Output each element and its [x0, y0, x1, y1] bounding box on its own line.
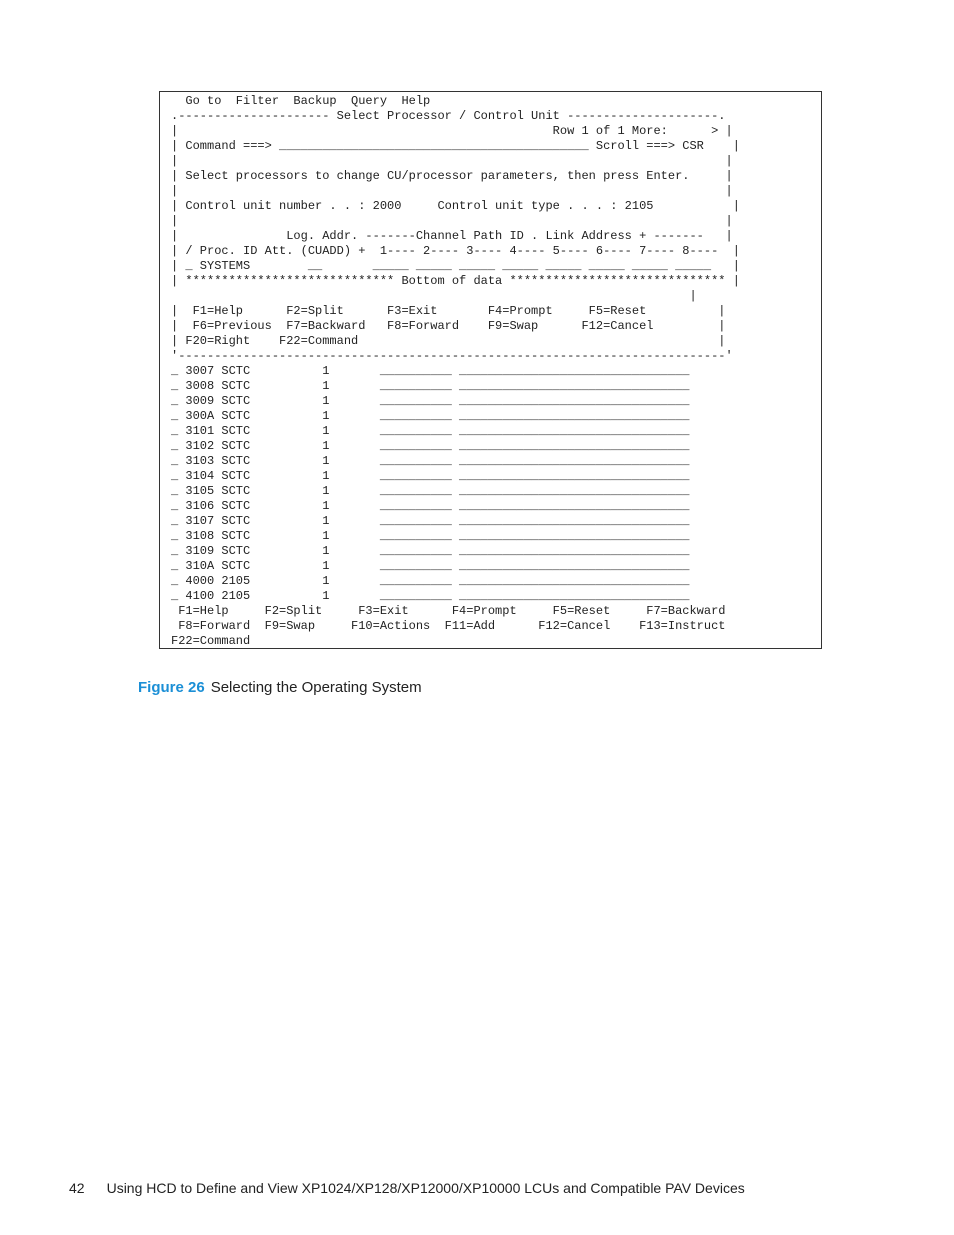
terminal-screenshot-figure — [159, 91, 822, 649]
terminal-text: Go to Filter Backup Query Help .--------------------- Select Processor / Control Unit ---------------------. | Row 1 of 1 More: > | | Command ===> ___________________________________________ Scroll ===> CSR | | | | Select processors to change CU/processor parameters, then press Enter. | | | | Control unit number . . : 2000 Control unit type . . . : 2105 | | | | Log. Addr. -------Channel Path ID . Link Address + ------- | | / Proc. ID Att. (CUADD) + 1---- 2---- 3---- 4---- 5---- 6---- 7---- 8---- | | _ SYSTEMS __ _____ _____ _____ _____ _____ _____ _____ _____ | | ***************************** Bottom of data ****************************** | | | F1=Help F2=Split F3=Exit F4=Prompt F5=Reset | | F6=Previous F7=Backward F8=Forward F9=Swap F12=Cancel | | F20=Right F22=Command | '----------------------------------------------------------------------------' _ 3007 SCTC 1 __________ ________________________________ _ 3008 SCTC 1 __________ ________________________________ _ 3009 SCTC 1 __________ ________________________________ _ 300A SCTC 1 __________ ________________________________ _ 3101 SCTC 1 __________ ________________________________ _ 3102 SCTC 1 __________ ________________________________ _ 3103 SCTC 1 __________ ________________________________ _ 3104 SCTC 1 __________ ________________________________ _ 3105 SCTC 1 __________ ________________________________ _ 3106 SCTC 1 __________ ________________________________ _ 3107 SCTC 1 __________ ________________________________ _ 3108 SCTC 1 __________ ________________________________ _ 3109 SCTC 1 __________ ________________________________ _ 310A SCTC 1 __________ ________________________________ _ 4000 2105 1 __________ ________________________________ _ 4100 2105 1 __________ ________________________________ F1=Help F2=Split F3=Exit F4=Prompt F5=Reset F7=Backward F8=Forward F9=Swap F10=Actions F11=Add F12=Cancel F13=Instruct F22=Command — [171, 94, 740, 648]
page-number: 42 — [69, 1180, 85, 1196]
figure-caption-text: Selecting the Operating System — [210, 679, 422, 696]
page-footer — [69, 1180, 745, 1196]
figure-label: Figure 26 — [138, 679, 205, 696]
footer-title: Using HCD to Define and View XP1024/XP128/XP12000/XP10000 LCUs and Compatible PAV Devices — [106, 1180, 745, 1196]
figure-caption — [138, 679, 422, 696]
